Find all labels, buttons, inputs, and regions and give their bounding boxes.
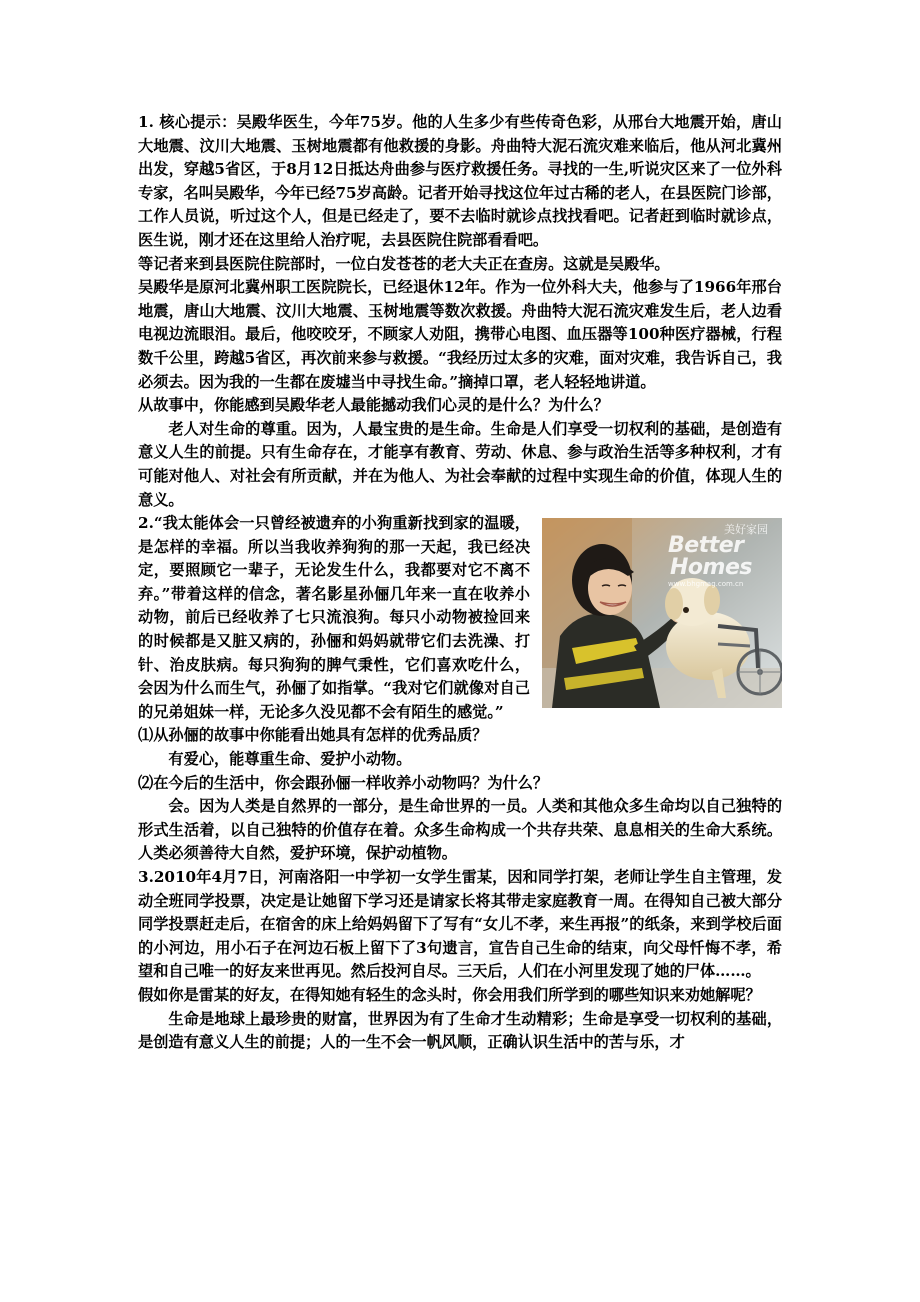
q1-paragraph-3: 吴殿华是原河北冀州职工医院院长，已经退休12年。作为一位外科大夫，他参与了1966年邢台地震，唐山大地震、汶川大地震、玉树地震等数次救援。舟曲特大泥石流灾难发生后，老人边看电视边流眼泪。最后，他咬咬牙，不顾家人劝阻，携带心电图、血压器等100种医疗器械，行程数千公里，跨越5省区，再次前来参与救援。“我经历过太多的灾难，面对灾难，我告诉自己，我必须去。因为我的一生都在废墟当中寻找生命。”摘掉口罩，老人轻轻地讲道。 <box>138 278 782 391</box>
q1-paragraph-2: 等记者来到县医院住院部时，一位白发苍苍的老大夫正在查房。这就是吴殿华。 <box>138 254 670 273</box>
q1-answer: 老人对生命的尊重。因为，人最宝贵的是生命。生命是人们享受一切权利的基础，是创造有意义人生的前提。只有生命存在，才能享有教育、劳动、休息、参与政治生活等多种权利，才有可能对他人、对社会有所贡献，并在为他人、为社会奉献的过程中实现生命的价值，体现人生的意义。 <box>138 419 782 509</box>
q2-intro: 2.“我太能体会一只曾经被遗弃的小狗重新找到家的温暖，是怎样的幸福。所以当我收养狗狗的那一天起，我已经决定，要照顾它一辈子，无论发生什么，我都要对它不离不弃。”带着这样的信念，著名影星孙俪几年来一直在收养小动物，前后已经收养了七只流浪狗。每只小动物被捡回来的时候都是又脏又病的，孙俪和妈妈就带它们去洗澡、打针、治皮肤病。每只狗狗的脾气秉性，它们喜欢吃什么，会因为什么而生气，孙俪了如指掌。“我对它们就像对自己的兄弟姐妹一样，无论多久没见都不会有陌生的感觉。” <box>138 514 530 721</box>
q3-intro: 3.2010年4月7日，河南洛阳一中学初一女学生雷某，因和同学打架，老师让学生自主管理，发动全班同学投票，决定是让她留下学习还是请家长将其带走家庭教育一周。在得知自己被大部分同学投票赶走后，在宿舍的床上给妈妈留下了写有“女儿不孝，来生再报”的纸条，来到学校后面的小河边，用小石子在河边石板上留下了3句遗言，宣告自己生命的结束，向父母忏悔不孝，希望和自己唯一的好友来世再见。然后投河自尽。三天后，人们在小河里发现了她的尸体……。 <box>138 868 782 981</box>
watermark-homes: Homes <box>670 555 752 581</box>
q2-sub1-question: ⑴从孙俪的故事中你能看出她具有怎样的优秀品质？ <box>138 726 488 745</box>
q1-intro: 1. 核心提示：吴殿华医生，今年75岁。他的人生多少有些传奇色彩，从邢台大地震开始，唐山大地震、汶川大地震、玉树地震都有他救援的身影。舟曲特大泥石流灾难来临后，他从河北冀州出发，穿越5省区，于8月12日抵达舟曲参与医疗救援任务。寻找的一生,听说灾区来了一位外科专家，名叫吴殿华，今年已经75岁高龄。记者开始寻找这位年过古稀的老人，在县医院门诊部，工作人员说，听过这个人，但是已经走了，要不去临时就诊点找找看吧。记者赶到临时就诊点，医生说，刚才还在这里给人治疗呢，去县医院住院部看看吧。 <box>138 113 782 249</box>
watermark-better: Better <box>668 533 744 559</box>
document-page <box>138 111 782 1055</box>
watermark-url: www.bhgmag.com.cn <box>668 580 744 589</box>
photo-woman-with-dog <box>542 518 782 708</box>
q1-question: 从故事中，你能感到吴殿华老人最能撼动我们心灵的是什么？为什么？ <box>138 396 609 415</box>
q3-answer: 生命是地球上最珍贵的财富，世界因为有了生命才生动精彩；生命是享受一切权利的基础，是创造有意义人生的前提；人的一生不会一帆风顺，正确认识生活中的苦与乐，才 <box>138 1009 782 1052</box>
watermark-cn: 美好家园 <box>724 523 768 537</box>
q3-question: 假如你是雷某的好友，在得知她有轻生的念头时，你会用我们所学到的哪些知识来劝她解呢？ <box>138 985 761 1004</box>
q2-sub1-answer: 有爱心，能尊重生命、爱护小动物。 <box>168 750 412 769</box>
photo-watermark <box>668 524 768 588</box>
q2-sub2-question: ⑵在今后的生活中，你会跟孙俪一样收养小动物吗？为什么？ <box>138 773 549 792</box>
q2-sub2-answer: 会。因为人类是自然界的一部分，是生命世界的一员。人类和其他众多生命均以自己独特的形式生活着，以自己独特的价值存在着。众多生命构成一个共存共荣、息息相关的生命大系统。人类必须善待大自然，爱护环境，保护动植物。 <box>138 797 782 863</box>
